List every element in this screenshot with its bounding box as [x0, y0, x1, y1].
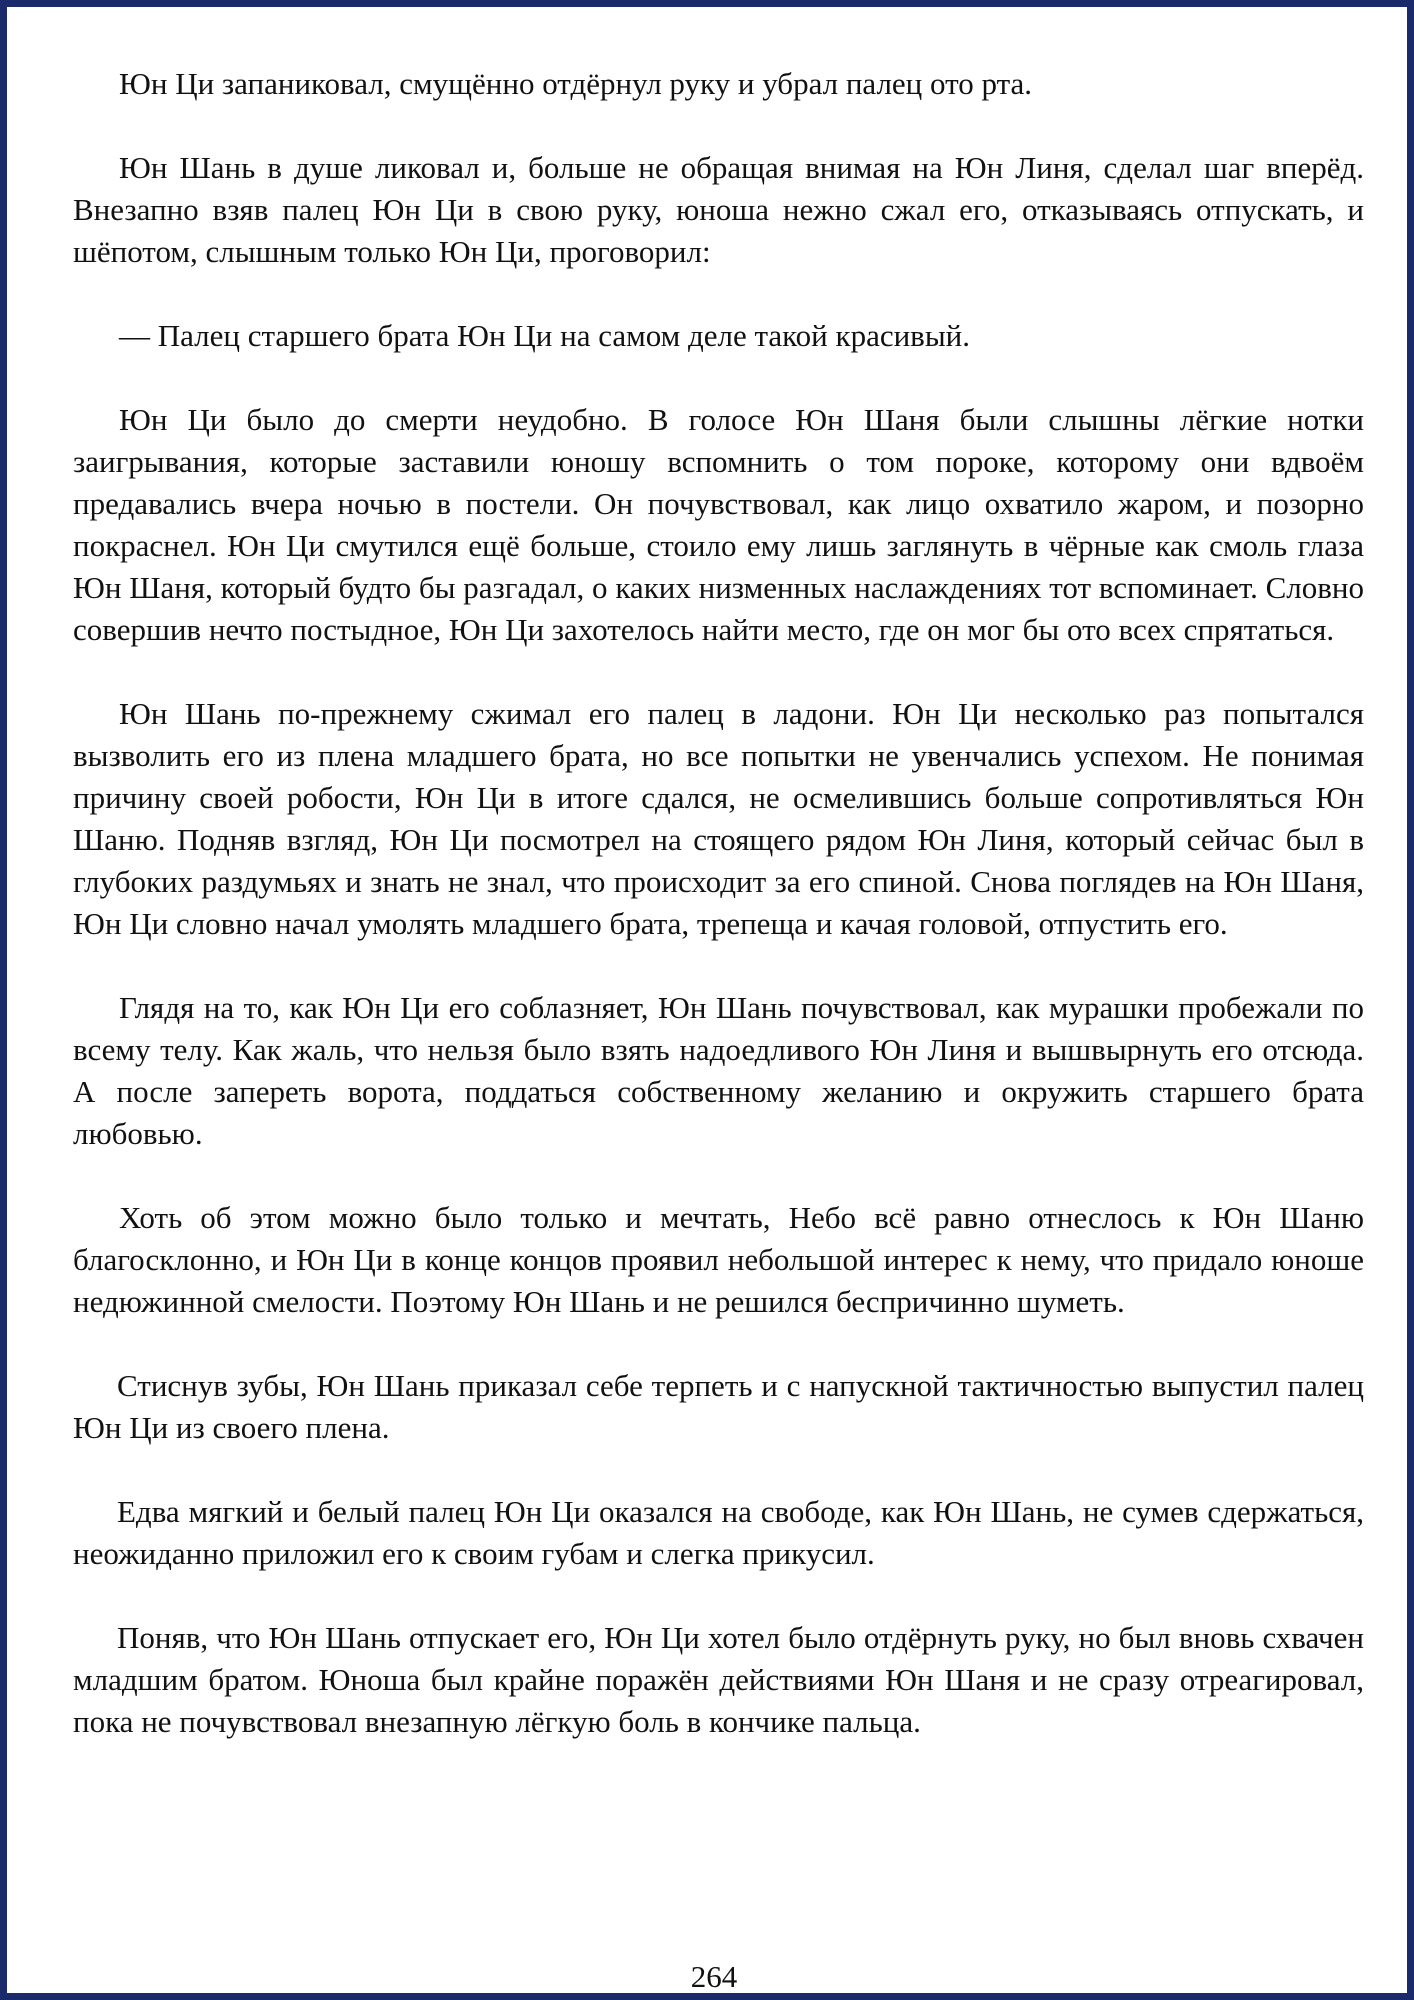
page-number: 264 [690, 1959, 738, 1994]
paragraph-9: Едва мягкий и белый палец Юн Ци оказался на свободе, как Юн Шань, не сумев сдержаться, неожиданно приложил его к своим губам и слегка прикусил. [73, 1494, 1364, 1571]
paragraph-4: Юн Ци было до смерти неудобно. В голосе Юн Шаня были слышны лёгкие нотки заигрывания, которые заставили юношу вспомнить о том пороке, которому они вдвоём предавались вчера ночью в постели. Он почувствовал, как лицо охватило жаром, и позорно покраснел. Юн Ци смутился ещё больше, стоило ему лишь заглянуть в чёрные как смоль глаза Юн Шаня, который будто бы разгадал, о каких низменных наслаждениях тот вспоминает. Словно совершив нечто постыдное, Юн Ци захотелось найти место, где он мог бы ото всех спрятаться. [73, 402, 1364, 647]
paragraph-10: Поняв, что Юн Шань отпускает его, Юн Ци хотел было отдёрнуть руку, но был вновь схвачен младшим братом. Юноша был крайне поражён действиями Юн Шаня и не сразу отреагировал, пока не почувствовал внезапную лёгкую боль в кончике пальца. [73, 1620, 1364, 1739]
paragraph-2: Юн Шань в душе ликовал и, больше не обращая внимая на Юн Линя, сделал шаг вперёд. Внезапно взяв палец Юн Ци в свою руку, юноша нежно сжал его, отказываясь отпускать, и шёпотом, слышным только Юн Ци, проговорил: [73, 150, 1364, 269]
body-text [73, 63, 1364, 1785]
paragraph-5: Юн Шань по-прежнему сжимал его палец в ладони. Юн Ци несколько раз попытался вызволить его из плена младшего брата, но все попытки не увенчались успехом. Не понимая причину своей робости, Юн Ци в итоге сдался, не осмелившись больше сопротивляться Юн Шаню. Подняв взгляд, Юн Ци посмотрел на стоящего рядом Юн Линя, который сейчас был в глубоких раздумьях и знать не знал, что происходит за его спиной. Снова поглядев на Юн Шаня, Юн Ци словно начал умолять младшего брата, трепеща и качая головой, отпустить его. [73, 696, 1364, 941]
paragraph-3: — Палец старшего брата Юн Ци на самом деле такой красивый. [119, 318, 970, 353]
paragraph-8: Стиснув зубы, Юн Шань приказал себе терпеть и с напускной тактичностью выпустил палец Юн Ци из своего плена. [73, 1368, 1364, 1445]
paragraph-1: Юн Ци запаниковал, смущённо отдёрнул руку и убрал палец ото рта. [119, 66, 1033, 101]
paragraph-7: Хоть об этом можно было только и мечтать, Небо всё равно отнеслось к Юн Шаню благосклонно, и Юн Ци в конце концов проявил небольшой интерес к нему, что придало юноше недюжинной смелости. Поэтому Юн Шань и не решился беспричинно шуметь. [73, 1200, 1364, 1319]
paragraph-6: Глядя на то, как Юн Ци его соблазняет, Юн Шань почувствовал, как мурашки пробежали по всему телу. Как жаль, что нельзя было взять надоедливого Юн Линя и вышвырнуть его отсюда. А после запереть ворота, поддаться собственному желанию и окружить старшего брата любовью. [73, 990, 1364, 1151]
